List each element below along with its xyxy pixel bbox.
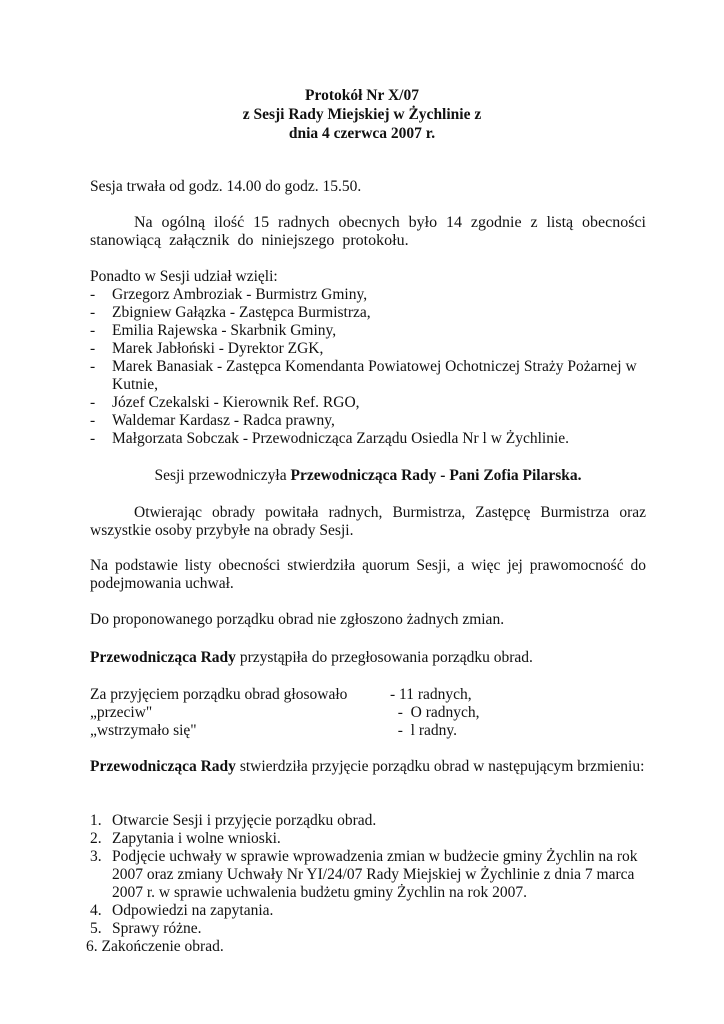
agenda-text: Podjęcie uchwały w sprawie wprowadzenia zmian w budżecie gminy Żychlin na rok 2007 oraz zmiany Uchwały Nr YI/24/07 Rady Miejskiej w Żychlinie z dnia 7 marca 2007 r. w sprawie uchwalenia budżetu gminy Żychlin na rok 2007.	[112, 848, 638, 901]
chair-prefix: Sesji przewodniczyła	[154, 467, 291, 484]
vote-value: - O radnych,	[390, 704, 480, 721]
vote-label: „przeciw"	[90, 704, 153, 721]
list-item: - Waldemar Kardasz - Radca prawny,	[90, 412, 646, 430]
agenda-number: 4.	[90, 902, 102, 919]
vote-row-abstain	[90, 722, 646, 740]
agenda-list	[86, 812, 646, 956]
agenda-item	[90, 902, 646, 920]
agenda-number: 1.	[90, 812, 102, 829]
list-item: - Małgorzata Sobczak - Przewodnicząca Zarządu Osiedla Nr l w Żychlinie.	[90, 430, 646, 448]
vote-value: - l radny.	[390, 722, 458, 739]
vote-intro-bold: Przewodnicząca Rady	[90, 649, 236, 666]
agenda-intro-rest: stwierdziła przyjęcie porządku obrad w następującym brzmieniu:	[235, 758, 645, 775]
participants-section	[90, 268, 646, 448]
vote-results	[90, 686, 646, 740]
agenda-item	[90, 920, 646, 938]
title-line-1: Protokół Nr X/07	[305, 87, 419, 104]
list-item: - Marek Jabłoński - Dyrektor ZGK,	[90, 340, 646, 358]
vote-intro-rest: przystąpiła do przegłosowania porządku obrad.	[235, 649, 533, 666]
agenda-item	[90, 812, 646, 830]
chair-paragraph	[90, 467, 646, 485]
opening-paragraph: Otwierając obrady powitała radnych, Burmistrza, Zastępcę Burmistrza oraz wszystkie osoby przybyłe na obrady Sesji.	[90, 504, 646, 539]
quorum-paragraph: Na podstawie listy obecności stwierdziła ąuorum Sesji, a więc jej prawomocność do podejmowania uchwał.	[90, 557, 646, 592]
agenda-text: Odpowiedzi na zapytania.	[112, 902, 274, 919]
agenda-number: 2.	[90, 830, 102, 847]
agenda-intro-paragraph	[90, 758, 646, 776]
agenda-item	[90, 848, 646, 902]
no-changes-paragraph: Do proponowanego porządku obrad nie zgłoszono żadnych zmian.	[90, 611, 505, 628]
agenda-text: Sprawy różne.	[112, 920, 202, 937]
agenda-number: 6.	[86, 938, 98, 955]
agenda-item	[90, 830, 646, 848]
list-item: - Grzegorz Ambroziak - Burmistrz Gminy,	[90, 286, 646, 304]
vote-value: - 11 radnych,	[390, 686, 472, 703]
agenda-section	[86, 812, 646, 956]
attendance-paragraph: Na ogólną ilość 15 radnych obecnych było 14 zgodnie z listą obecności stanowiącą załącznik do niniejszego protokołu.	[90, 214, 646, 249]
vote-row-against	[90, 704, 646, 722]
agenda-text: Zakończenie obrad.	[101, 938, 224, 955]
vote-label: Za przyjęciem porządku obrad głosowało	[90, 686, 348, 703]
document-title	[0, 86, 724, 143]
list-item: - Zbigniew Gałązka - Zastępca Burmistrza,	[90, 304, 646, 322]
list-item: - Marek Banasiak - Zastępca Komendanta Powiatowej Ochotniczej Straży Pożarnej w Kutnie,	[90, 358, 646, 394]
agenda-number: 5.	[90, 920, 102, 937]
participants-intro: Ponadto w Sesji udział wzięli:	[90, 268, 278, 285]
chair-name: Przewodnicząca Rady - Pani Zofia Pilarska.	[290, 467, 582, 484]
title-line-3: dnia 4 czerwca 2007 r.	[288, 125, 436, 142]
agenda-item	[86, 938, 646, 956]
vote-label: „wstrzymało się"	[90, 722, 197, 739]
participants-list	[90, 286, 646, 448]
session-time: Sesja trwała od godz. 14.00 do godz. 15.50.	[90, 178, 362, 195]
list-item: - Emilia Rajewska - Skarbnik Gminy,	[90, 322, 646, 340]
agenda-intro-bold: Przewodnicząca Rady	[90, 758, 236, 775]
vote-intro-paragraph	[90, 649, 646, 667]
agenda-text: Zapytania i wolne wnioski.	[112, 830, 281, 847]
list-item: - Józef Czekalski - Kierownik Ref. RGO,	[90, 394, 646, 412]
agenda-number: 3.	[90, 848, 102, 865]
title-line-2: z Sesji Rady Miejskiej w Żychlinie z	[242, 106, 482, 123]
vote-row-for	[90, 686, 646, 704]
agenda-text: Otwarcie Sesji i przyjęcie porządku obrad.	[112, 812, 377, 829]
